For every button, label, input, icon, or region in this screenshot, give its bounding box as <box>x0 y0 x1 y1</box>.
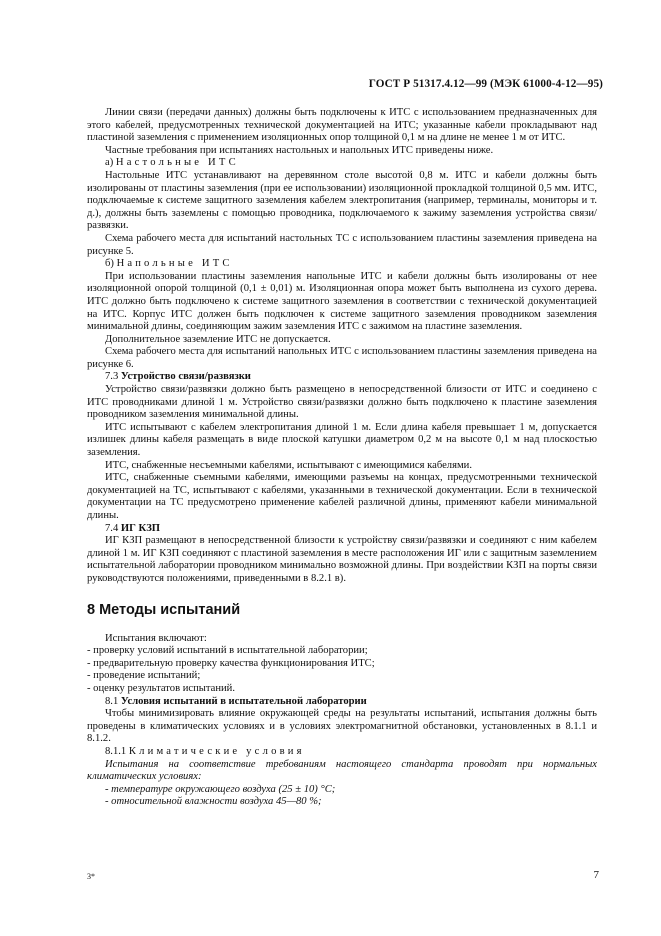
page-content <box>87 107 597 809</box>
paragraph: При использовании пластины заземления напольные ИТС и кабели должны быть изолированы от нее изоляционной опорой толщиной (0,1 ± 0,01) м. Изоляционная опора может быть выполнена из сухого дерева. ИТС должно быть подключено к системе защитного заземления в соответствии с технической документацией на ИТС. Корпус ИТС должен быть подключен к системе защитного заземления проводником заземления минимальной длины, соединяющим зажим заземления ИТС с зажимом на пластине заземления. <box>87 270 597 333</box>
footer-signature-mark: 3* <box>87 872 95 881</box>
paragraph: ИТС, снабженные съемными кабелями, имеющими разъемы на концах, предусмотренными технической документацией на ТС, испытывают с кабелями, указанными в технической документации. Если в технической документации на ТС предусмотрено применение кабелей различной длины, применяют кабели минимальной длины. <box>87 472 597 521</box>
clause-heading-7-4 <box>87 523 597 536</box>
list-item: - оценку результатов испытаний. <box>87 682 235 694</box>
list-item: - температуре окружающего воздуха (25 ± 10) °С; <box>105 783 336 795</box>
list-item: - предварительную проверку качества функционирования ИТС; <box>87 657 375 669</box>
paragraph: Дополнительное заземление ИТС не допускается. <box>105 333 331 345</box>
paragraph: Настольные ИТС устанавливают на деревянном столе высотой 0,8 м. ИТС и кабели должны быть изолированы от пластины заземления (при ее использовании) изоляционной прокладкой толщиной 0,5 мм. ИТС, подключаемые к системе защитного заземления кабелем электропитания (например, терминалы, мониторы и т. д.), должны быть заземлены с помощью проводника, подключаемого к зажиму заземления устройства связи/развязки. <box>87 169 597 232</box>
clause-heading-8-1 <box>87 696 597 709</box>
section-heading-8: 8 Методы испытаний <box>87 601 241 618</box>
paragraph: ИГ КЗП размещают в непосредственной близости к устройству связи/развязки и соединяют с ним кабелем длиной 1 м. ИГ КЗП соединяют с пластиной заземления в месте расположения ИГ или с защитным заземлением испытательной лаборатории проводником минимально возможной длины. При воздействии КЗП на порты связи руководствуются положениями, приведенными в 8.2.1 в). <box>87 535 597 584</box>
clause-number: 8.1.1 <box>105 745 127 757</box>
paragraph: ИТС испытывают с кабелем электропитания длиной 1 м. Если длина кабеля превышает 1 м, допускается излишек длины кабеля размещать в виде плоской катушки диаметром 0,2 м на высоте 0,1 м над плоскостью заземления. <box>87 421 597 459</box>
subsection-label-a <box>87 157 597 170</box>
subsection-label-text: Настольные ИТС <box>115 157 239 169</box>
paragraph: Схема рабочего места для испытаний напольных ИТС с использованием пластины заземления приведена на рисунке 6. <box>87 346 597 370</box>
paragraph: Испытания включают: <box>105 632 207 644</box>
clause-title: Устройство связи/развязки <box>120 371 251 383</box>
list-item: - проведение испытаний; <box>87 670 201 682</box>
paragraph: ИТС, снабженные несъемными кабелями, испытывают с имеющимися кабелями. <box>105 459 472 471</box>
paragraph: Устройство связи/развязки должно быть размещено в непосредственной близости от ИТС и соединено с ИТС проводниками длиной 1 м. Устройство связи/развязки должно быть подключено к пластине заземления проводником заземления минимальной длины. <box>87 384 597 421</box>
page-number: 7 <box>593 869 599 881</box>
paragraph: Линии связи (передачи данных) должны быть подключены к ИТС с использованием предназначенных для этого кабелей, предусмотренных технической документацией на ИТС; указанные кабели прокладывают над пластиной заземления с применением изоляционных опор толщиной 0,1 м на длине не менее 1 м от ИТС. <box>87 107 597 144</box>
clause-number: 7.3 <box>105 371 119 383</box>
list-marker: а) <box>105 157 114 169</box>
paragraph: Испытания на соответствие требованиям настоящего стандарта проводят при нормальных климатических условиях: <box>87 758 597 783</box>
page-header: ГОСТ Р 51317.4.12—99 (МЭК 61000-4-12—95) <box>368 78 603 90</box>
list-marker: б) <box>105 258 114 270</box>
subsection-label-b <box>87 258 597 271</box>
clause-title: Условия испытаний в испытательной лаборатории <box>120 695 367 707</box>
paragraph: Чтобы минимизировать влияние окружающей среды на результаты испытаний, испытания должны быть проведены в климатических условиях и в условиях электромагнитной обстановки, установленных в 8.1.1 и 8.1.2. <box>87 708 597 745</box>
clause-heading-7-3 <box>87 371 597 384</box>
clause-title: Климатические условия <box>128 745 305 757</box>
list-item: - проверку условий испытаний в испытательной лаборатории; <box>87 645 368 657</box>
clause-title: ИГ КЗП <box>120 522 161 534</box>
subsection-label-text: Напольные ИТС <box>116 258 233 270</box>
clause-number: 7.4 <box>105 522 119 534</box>
clause-number: 8.1 <box>105 695 119 707</box>
list-item: - относительной влажности воздуха 45—80 %; <box>105 796 322 808</box>
clause-heading-8-1-1 <box>87 746 597 759</box>
paragraph: Частные требования при испытаниях настольных и напольных ИТС приведены ниже. <box>105 144 494 156</box>
paragraph: Схема рабочего места для испытаний настольных ТС с использованием пластины заземления приведена на рисунке 5. <box>87 232 597 257</box>
